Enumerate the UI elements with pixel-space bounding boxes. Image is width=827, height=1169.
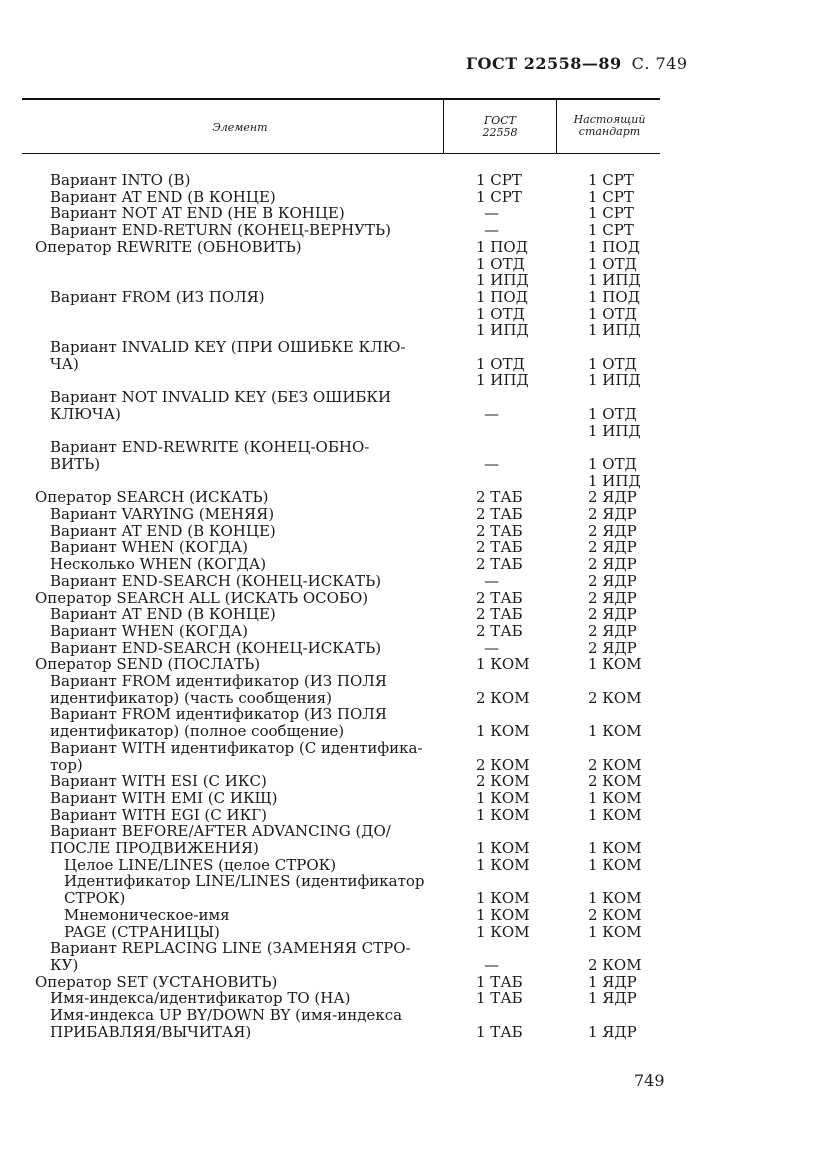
standard-cell: 1 ИПД — [588, 471, 641, 490]
table-row — [0, 590, 827, 607]
gost-cell: 1 ТАБ — [476, 1022, 523, 1041]
standard-cell: 1 ИПД — [588, 321, 641, 340]
gost-cell: 1 КОМ — [476, 905, 530, 924]
element-cell: Вариант BEFORE/AFTER ADVANCING (ДО/ — [50, 822, 391, 841]
table-row — [0, 890, 827, 907]
gost-cell: 1 СРТ — [476, 171, 522, 189]
table-row — [0, 289, 827, 306]
standard-cell: 1 ИПД — [588, 371, 641, 390]
gost-cell: 1 ИПД — [476, 371, 529, 390]
table-row — [0, 573, 827, 590]
standard-cell: 1 ОТД — [588, 304, 637, 323]
gost-cell: 1 ОТД — [476, 354, 525, 373]
header-standard — [559, 114, 660, 138]
table-row — [0, 907, 827, 924]
table-row — [0, 790, 827, 807]
header-element: Элемент — [212, 121, 268, 134]
table-row — [0, 606, 827, 623]
table-row — [0, 239, 827, 256]
element-cell: Вариант END-REWRITE (КОНЕЦ-ОБНО- — [50, 438, 370, 457]
table-row — [0, 757, 827, 774]
table-header-rule — [22, 153, 660, 154]
element-cell: Вариант INTO (В) — [50, 171, 191, 189]
element-cell: КЛЮЧА) — [50, 404, 121, 423]
table-row — [0, 523, 827, 540]
table-row — [0, 256, 827, 273]
table-row — [0, 473, 827, 490]
standard-cell: 2 КОМ — [588, 905, 642, 924]
gost-cell: 2 ТАБ — [476, 521, 523, 540]
element-cell: Вариант WHEN (КОГДА) — [50, 538, 249, 557]
table-row — [0, 807, 827, 824]
gost-cell: 1 ИПД — [476, 321, 529, 340]
standard-cell: 1 СРТ — [588, 187, 634, 206]
element-cell: Вариант END-SEARCH (КОНЕЦ-ИСКАТЬ) — [50, 571, 382, 590]
standard-cell: 1 СРТ — [588, 171, 634, 189]
header-standard-line2: стандарт — [578, 125, 641, 138]
element-cell: Вариант VARYING (МЕНЯЯ) — [50, 505, 275, 523]
element-cell: PAGE (СТРАНИЦЫ) — [64, 922, 220, 941]
element-cell: Вариант INVALID KEY (ПРИ ОШИБКЕ КЛЮ- — [50, 338, 406, 356]
gost-cell: 2 КОМ — [476, 755, 530, 774]
gost-cell: — — [484, 955, 499, 974]
standard-cell: 1 КОМ — [588, 889, 642, 908]
gost-cell: — — [484, 571, 499, 590]
element-cell: Вариант WITH EGI (С ИКГ) — [50, 805, 267, 824]
element-cell: Вариант AT END (В КОНЦЕ) — [50, 521, 276, 540]
gost-cell: 1 ИПД — [476, 271, 529, 290]
table-row — [0, 439, 827, 456]
table-row — [0, 456, 827, 473]
element-cell: Вариант FROM идентификатор (ИЗ ПОЛЯ — [50, 672, 387, 690]
gost-cell: 1 КОМ — [476, 722, 530, 741]
element-cell: Оператор SEARCH ALL (ИСКАТЬ ОСОБО) — [35, 588, 369, 607]
table-row — [0, 1007, 827, 1024]
table-row — [0, 389, 827, 406]
gost-cell: 1 КОМ — [476, 805, 530, 824]
standard-cell: 2 КОМ — [588, 688, 642, 707]
gost-cell: — — [484, 204, 499, 223]
table-row — [0, 940, 827, 957]
standard-cell: 1 КОМ — [588, 722, 642, 741]
element-cell: Оператор SEND (ПОСЛАТЬ) — [35, 655, 261, 674]
table-row — [0, 840, 827, 857]
table-row — [0, 990, 827, 1007]
element-cell: Вариант FROM (ИЗ ПОЛЯ) — [50, 287, 265, 306]
gost-cell: 1 ТАБ — [476, 989, 523, 1008]
standard-cell: 1 КОМ — [588, 839, 642, 857]
standard-cell: 1 ОТД — [588, 354, 637, 373]
table-row — [0, 406, 827, 423]
element-cell: ЧА) — [50, 354, 79, 373]
standard-cell: 1 ИПД — [588, 271, 641, 290]
gost-cell: 1 КОМ — [476, 855, 530, 874]
element-cell: ПОСЛЕ ПРОДВИЖЕНИЯ) — [50, 839, 259, 857]
element-cell: Вариант WITH идентификатор (С идентифика- — [50, 738, 423, 757]
gost-cell: 1 КОМ — [476, 922, 530, 941]
standard-code: ГОСТ 22558—89 — [466, 54, 622, 73]
gost-cell: 2 КОМ — [476, 772, 530, 791]
gost-cell: 1 КОМ — [476, 889, 530, 908]
table-row — [0, 823, 827, 840]
table-row — [0, 706, 827, 723]
table-row — [0, 723, 827, 740]
element-cell: Оператор SET (УСТАНОВИТЬ) — [35, 972, 278, 991]
element-cell: Вариант AT END (В КОНЦЕ) — [50, 605, 276, 624]
gost-cell: 2 ТАБ — [476, 555, 523, 574]
gost-cell: 1 ПОД — [476, 237, 528, 256]
element-cell: Целое LINE/LINES (целое СТРОК) — [64, 855, 337, 874]
gost-cell: 2 КОМ — [476, 688, 530, 707]
table-top-rule — [22, 98, 660, 100]
gost-cell: — — [484, 638, 499, 657]
table-row — [0, 506, 827, 523]
standard-cell: 2 ЯДР — [588, 588, 637, 607]
element-cell: Вариант END-SEARCH (КОНЕЦ-ИСКАТЬ) — [50, 638, 382, 657]
header-gost-line1: ГОСТ — [483, 114, 517, 127]
table-row — [0, 974, 827, 991]
table-row — [0, 539, 827, 556]
element-cell: Имя-индекса/идентификатор TO (НА) — [50, 989, 351, 1008]
element-cell: Мнемоническое-имя — [64, 905, 230, 924]
table-row — [0, 623, 827, 640]
table-row — [0, 322, 827, 339]
element-cell: Вариант WITH EMI (С ИКЩ) — [50, 788, 278, 807]
page-number: 749 — [634, 1071, 665, 1090]
table-row — [0, 957, 827, 974]
table-row — [0, 857, 827, 874]
standard-cell: 1 КОМ — [588, 805, 642, 824]
gost-cell: 1 КОМ — [476, 788, 530, 807]
standard-cell: 2 ЯДР — [588, 488, 637, 507]
element-cell: Вариант END-RETURN (КОНЕЦ-ВЕРНУТЬ) — [50, 221, 391, 240]
element-cell: Вариант WHEN (КОГДА) — [50, 621, 249, 640]
table-row — [0, 740, 827, 757]
standard-cell: 2 ЯДР — [588, 605, 637, 624]
gost-cell: 2 ТАБ — [476, 605, 523, 624]
gost-cell: 2 ТАБ — [476, 538, 523, 557]
header-standard-line1: Настоящий — [573, 113, 646, 126]
table-row — [0, 205, 827, 222]
element-cell: Вариант NOT INVALID KEY (БЕЗ ОШИБКИ — [50, 388, 392, 407]
header-gost-line2: 22558 — [482, 126, 518, 139]
element-cell: Вариант AT END (В КОНЦЕ) — [50, 187, 276, 206]
gost-cell: 1 ОТД — [476, 254, 525, 273]
table-row — [0, 306, 827, 323]
element-cell: Вариант WITH ESI (С ИКС) — [50, 772, 267, 791]
standard-cell: 2 ЯДР — [588, 505, 637, 523]
gost-cell: — — [484, 404, 499, 423]
table-row — [0, 372, 827, 389]
element-cell: идентификатор) (полное сообщение) — [50, 722, 345, 741]
gost-cell: — — [484, 454, 499, 473]
element-cell: ВИТЬ) — [50, 454, 101, 473]
standard-cell: 2 КОМ — [588, 772, 642, 791]
element-cell: Оператор REWRITE (ОБНОВИТЬ) — [35, 237, 302, 256]
gost-cell: 2 ТАБ — [476, 505, 523, 523]
gost-cell: 1 КОМ — [476, 655, 530, 674]
standard-cell: 1 КОМ — [588, 855, 642, 874]
table-row — [0, 690, 827, 707]
standard-cell: 2 ЯДР — [588, 571, 637, 590]
standard-cell: 1 СРТ — [588, 204, 634, 223]
gost-cell: — — [484, 221, 499, 240]
standard-cell: 1 СРТ — [588, 221, 634, 240]
standard-cell: 1 КОМ — [588, 655, 642, 674]
standard-cell: 2 КОМ — [588, 955, 642, 974]
element-cell: КУ) — [50, 955, 79, 974]
table-row — [0, 272, 827, 289]
table-row — [0, 924, 827, 941]
table-row — [0, 489, 827, 506]
table-row — [0, 1024, 827, 1041]
standard-cell: 2 КОМ — [588, 755, 642, 774]
table-row — [0, 873, 827, 890]
table-row — [0, 640, 827, 657]
column-divider-1 — [443, 100, 444, 153]
element-cell: тор) — [50, 755, 83, 774]
gost-cell: 1 СРТ — [476, 187, 522, 206]
table-row — [0, 189, 827, 206]
standard-cell: 1 КОМ — [588, 922, 642, 941]
element-cell: ПРИБАВЛЯЯ/ВЫЧИТАЯ) — [50, 1022, 252, 1041]
gost-cell: 2 ТАБ — [476, 588, 523, 607]
standard-cell: 1 ОТД — [588, 254, 637, 273]
standard-cell: 1 ЯДР — [588, 972, 637, 991]
page-header — [466, 54, 688, 73]
gost-cell: 1 ОТД — [476, 304, 525, 323]
element-cell: СТРОК) — [64, 889, 126, 908]
column-divider-2 — [556, 100, 557, 153]
table-row — [0, 773, 827, 790]
element-cell: Вариант REPLACING LINE (ЗАМЕНЯЯ СТРО- — [50, 939, 411, 958]
standard-cell: 2 ЯДР — [588, 638, 637, 657]
standard-cell: 2 ЯДР — [588, 538, 637, 557]
standard-cell: 1 ОТД — [588, 454, 637, 473]
table-row — [0, 339, 827, 356]
table-row — [0, 356, 827, 373]
standard-cell: 1 ПОД — [588, 287, 640, 306]
standard-cell: 1 ЯДР — [588, 1022, 637, 1041]
gost-cell: 1 ПОД — [476, 287, 528, 306]
table-row — [0, 423, 827, 440]
gost-cell: 2 ТАБ — [476, 621, 523, 640]
table-row — [0, 556, 827, 573]
standard-cell: 2 ЯДР — [588, 521, 637, 540]
element-cell: Несколько WHEN (КОГДА) — [50, 555, 267, 574]
element-cell: Вариант NOT AT END (НЕ В КОНЦЕ) — [50, 204, 345, 223]
element-cell: Оператор SEARCH (ИСКАТЬ) — [35, 488, 269, 507]
standard-cell: 1 ОТД — [588, 404, 637, 423]
table-row — [0, 222, 827, 239]
standard-cell: 1 ИПД — [588, 421, 641, 440]
gost-cell: 2 ТАБ — [476, 488, 523, 507]
standard-cell: 2 ЯДР — [588, 555, 637, 574]
header-gost — [446, 115, 554, 139]
element-cell: Имя-индекса UP BY/DOWN BY (имя-индекса — [50, 1006, 403, 1024]
standard-cell: 1 ПОД — [588, 237, 640, 256]
element-cell: идентификатор) (часть сообщения) — [50, 688, 332, 707]
gost-cell: 1 КОМ — [476, 839, 530, 857]
table-row — [0, 656, 827, 673]
standard-cell: 2 ЯДР — [588, 621, 637, 640]
page-reference: С. 749 — [631, 54, 688, 73]
gost-cell: 1 ТАБ — [476, 972, 523, 991]
table-row — [0, 172, 827, 189]
standard-cell: 1 ЯДР — [588, 989, 637, 1008]
element-cell: Вариант FROM идентификатор (ИЗ ПОЛЯ — [50, 705, 387, 724]
element-cell: Идентификатор LINE/LINES (идентификатор — [64, 872, 425, 891]
table-row — [0, 673, 827, 690]
standard-cell: 1 КОМ — [588, 788, 642, 807]
